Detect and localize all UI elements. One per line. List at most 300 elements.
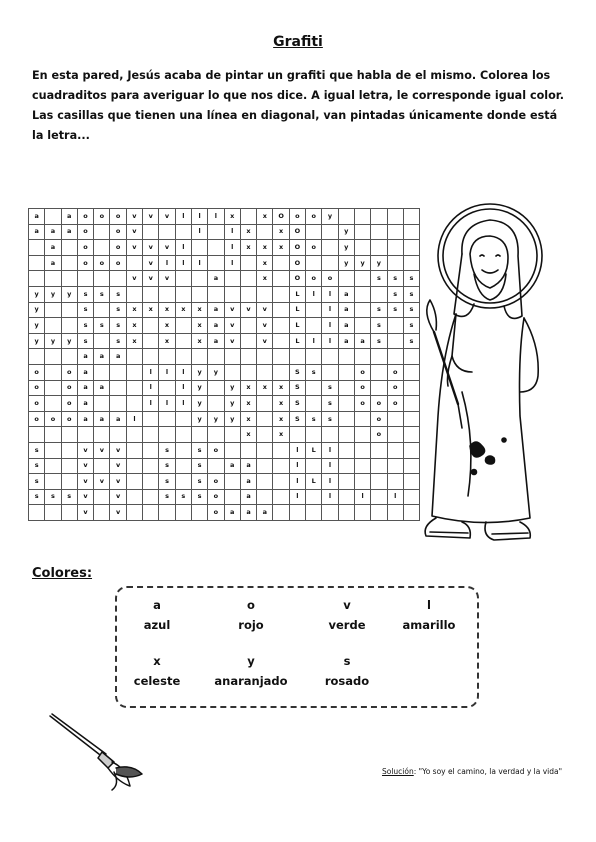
- grid-cell[interactable]: a: [208, 318, 224, 334]
- grid-cell[interactable]: [371, 286, 387, 302]
- grid-cell[interactable]: x: [191, 302, 207, 318]
- grid-cell[interactable]: [175, 286, 191, 302]
- grid-cell[interactable]: s: [387, 271, 403, 287]
- grid-cell[interactable]: [354, 286, 370, 302]
- grid-cell[interactable]: [110, 271, 126, 287]
- grid-cell[interactable]: [159, 505, 175, 521]
- grid-cell[interactable]: x: [273, 411, 289, 427]
- grid-cell[interactable]: a: [224, 505, 240, 521]
- grid-cell[interactable]: l: [143, 396, 159, 412]
- grid-cell[interactable]: x: [159, 333, 175, 349]
- grid-cell[interactable]: [110, 380, 126, 396]
- grid-cell[interactable]: a: [338, 333, 354, 349]
- grid-cell[interactable]: [257, 224, 273, 240]
- grid-cell[interactable]: v: [110, 442, 126, 458]
- grid-cell[interactable]: o: [77, 255, 93, 271]
- grid-cell[interactable]: s: [191, 458, 207, 474]
- grid-cell[interactable]: l: [306, 333, 322, 349]
- grid-cell[interactable]: [273, 318, 289, 334]
- grid-cell[interactable]: v: [126, 209, 142, 225]
- grid-cell[interactable]: s: [403, 318, 419, 334]
- grid-cell[interactable]: [387, 349, 403, 365]
- grid-cell[interactable]: [273, 271, 289, 287]
- grid-cell[interactable]: [354, 224, 370, 240]
- grid-cell[interactable]: y: [191, 396, 207, 412]
- grid-cell[interactable]: y: [45, 333, 61, 349]
- grid-cell[interactable]: [371, 474, 387, 490]
- grid-cell[interactable]: o: [77, 224, 93, 240]
- grid-cell[interactable]: a: [45, 224, 61, 240]
- grid-cell[interactable]: [191, 349, 207, 365]
- grid-cell[interactable]: [45, 271, 61, 287]
- grid-cell[interactable]: [306, 505, 322, 521]
- grid-cell[interactable]: [306, 318, 322, 334]
- grid-cell[interactable]: s: [322, 411, 338, 427]
- grid-cell[interactable]: o: [387, 380, 403, 396]
- grid-cell[interactable]: x: [273, 240, 289, 256]
- grid-cell[interactable]: l: [306, 286, 322, 302]
- grid-cell[interactable]: s: [77, 302, 93, 318]
- grid-cell[interactable]: a: [240, 505, 256, 521]
- grid-cell[interactable]: [61, 271, 77, 287]
- grid-cell[interactable]: v: [143, 209, 159, 225]
- grid-cell[interactable]: a: [94, 411, 110, 427]
- grid-cell[interactable]: [61, 427, 77, 443]
- grid-cell[interactable]: l: [159, 364, 175, 380]
- grid-cell[interactable]: v: [77, 489, 93, 505]
- grid-cell[interactable]: [387, 333, 403, 349]
- grid-cell[interactable]: y: [61, 333, 77, 349]
- grid-cell[interactable]: o: [94, 209, 110, 225]
- grid-cell[interactable]: [159, 380, 175, 396]
- grid-cell[interactable]: s: [403, 302, 419, 318]
- grid-cell[interactable]: [240, 364, 256, 380]
- grid-cell[interactable]: l: [175, 240, 191, 256]
- grid-cell[interactable]: [126, 286, 142, 302]
- grid-cell[interactable]: a: [338, 302, 354, 318]
- grid-cell[interactable]: o: [306, 240, 322, 256]
- grid-cell[interactable]: x: [273, 427, 289, 443]
- grid-cell[interactable]: [61, 349, 77, 365]
- grid-cell[interactable]: v: [110, 505, 126, 521]
- grid-cell[interactable]: s: [175, 489, 191, 505]
- grid-cell[interactable]: x: [240, 411, 256, 427]
- grid-cell[interactable]: l: [289, 474, 305, 490]
- grid-cell[interactable]: [94, 364, 110, 380]
- grid-cell[interactable]: v: [77, 442, 93, 458]
- grid-cell[interactable]: [45, 442, 61, 458]
- grid-cell[interactable]: a: [77, 411, 93, 427]
- grid-cell[interactable]: v: [159, 240, 175, 256]
- grid-cell[interactable]: [240, 286, 256, 302]
- grid-cell[interactable]: [45, 364, 61, 380]
- grid-cell[interactable]: [273, 442, 289, 458]
- grid-cell[interactable]: L: [289, 318, 305, 334]
- grid-cell[interactable]: [289, 427, 305, 443]
- grid-cell[interactable]: o: [77, 209, 93, 225]
- grid-cell[interactable]: a: [77, 349, 93, 365]
- grid-cell[interactable]: [371, 349, 387, 365]
- grid-cell[interactable]: v: [143, 255, 159, 271]
- grid-cell[interactable]: v: [143, 240, 159, 256]
- grid-cell[interactable]: l: [159, 255, 175, 271]
- grid-cell[interactable]: [159, 286, 175, 302]
- grid-cell[interactable]: o: [208, 489, 224, 505]
- grid-cell[interactable]: [159, 349, 175, 365]
- grid-cell[interactable]: a: [77, 364, 93, 380]
- grid-cell[interactable]: y: [29, 286, 45, 302]
- grid-cell[interactable]: s: [306, 411, 322, 427]
- grid-cell[interactable]: [338, 411, 354, 427]
- grid-cell[interactable]: a: [29, 209, 45, 225]
- grid-cell[interactable]: [354, 427, 370, 443]
- grid-cell[interactable]: [257, 349, 273, 365]
- grid-cell[interactable]: [306, 224, 322, 240]
- grid-cell[interactable]: x: [240, 380, 256, 396]
- grid-cell[interactable]: [126, 474, 142, 490]
- grid-cell[interactable]: o: [110, 209, 126, 225]
- grid-cell[interactable]: o: [208, 505, 224, 521]
- grid-cell[interactable]: [94, 333, 110, 349]
- grid-cell[interactable]: [240, 333, 256, 349]
- grid-cell[interactable]: [273, 474, 289, 490]
- grid-cell[interactable]: [77, 271, 93, 287]
- grid-cell[interactable]: [126, 489, 142, 505]
- grid-cell[interactable]: [45, 396, 61, 412]
- grid-cell[interactable]: o: [306, 209, 322, 225]
- grid-cell[interactable]: y: [224, 396, 240, 412]
- grid-cell[interactable]: s: [110, 302, 126, 318]
- grid-cell[interactable]: [387, 474, 403, 490]
- grid-cell[interactable]: [159, 411, 175, 427]
- grid-cell[interactable]: a: [45, 240, 61, 256]
- grid-cell[interactable]: [257, 411, 273, 427]
- grid-cell[interactable]: [94, 458, 110, 474]
- grid-cell[interactable]: [45, 209, 61, 225]
- grid-cell[interactable]: l: [322, 489, 338, 505]
- grid-cell[interactable]: o: [371, 411, 387, 427]
- grid-cell[interactable]: s: [61, 489, 77, 505]
- grid-cell[interactable]: [240, 349, 256, 365]
- grid-cell[interactable]: v: [77, 505, 93, 521]
- grid-cell[interactable]: [322, 255, 338, 271]
- grid-cell[interactable]: l: [224, 240, 240, 256]
- grid-cell[interactable]: [45, 318, 61, 334]
- grid-cell[interactable]: o: [354, 380, 370, 396]
- grid-cell[interactable]: x: [240, 396, 256, 412]
- grid-cell[interactable]: x: [159, 318, 175, 334]
- grid-cell[interactable]: S: [289, 396, 305, 412]
- grid-cell[interactable]: [371, 224, 387, 240]
- grid-cell[interactable]: [29, 240, 45, 256]
- grid-cell[interactable]: [29, 255, 45, 271]
- grid-cell[interactable]: l: [354, 489, 370, 505]
- grid-cell[interactable]: s: [191, 489, 207, 505]
- grid-cell[interactable]: o: [371, 427, 387, 443]
- grid-cell[interactable]: [175, 427, 191, 443]
- grid-cell[interactable]: o: [354, 364, 370, 380]
- grid-cell[interactable]: [240, 209, 256, 225]
- grid-cell[interactable]: [29, 349, 45, 365]
- grid-cell[interactable]: [126, 505, 142, 521]
- grid-cell[interactable]: l: [322, 474, 338, 490]
- grid-cell[interactable]: [257, 364, 273, 380]
- grid-cell[interactable]: [175, 271, 191, 287]
- grid-cell[interactable]: v: [257, 333, 273, 349]
- grid-cell[interactable]: [273, 364, 289, 380]
- grid-cell[interactable]: [143, 224, 159, 240]
- grid-cell[interactable]: y: [191, 380, 207, 396]
- grid-cell[interactable]: O: [289, 240, 305, 256]
- grid-cell[interactable]: [29, 271, 45, 287]
- grid-cell[interactable]: v: [77, 458, 93, 474]
- grid-cell[interactable]: x: [240, 224, 256, 240]
- grid-cell[interactable]: L: [289, 333, 305, 349]
- grid-cell[interactable]: o: [110, 255, 126, 271]
- grid-cell[interactable]: [175, 224, 191, 240]
- grid-cell[interactable]: l: [191, 224, 207, 240]
- grid-cell[interactable]: l: [126, 411, 142, 427]
- grid-cell[interactable]: v: [240, 302, 256, 318]
- grid-cell[interactable]: [387, 209, 403, 225]
- grid-cell[interactable]: O: [273, 209, 289, 225]
- grid-cell[interactable]: [338, 209, 354, 225]
- grid-cell[interactable]: [77, 427, 93, 443]
- grid-cell[interactable]: s: [191, 474, 207, 490]
- grid-cell[interactable]: l: [289, 489, 305, 505]
- grid-cell[interactable]: [175, 318, 191, 334]
- grid-cell[interactable]: y: [191, 364, 207, 380]
- grid-cell[interactable]: [224, 349, 240, 365]
- grid-cell[interactable]: [175, 349, 191, 365]
- grid-cell[interactable]: [306, 349, 322, 365]
- grid-cell[interactable]: [208, 224, 224, 240]
- grid-cell[interactable]: [338, 474, 354, 490]
- grid-cell[interactable]: [61, 458, 77, 474]
- grid-cell[interactable]: y: [338, 255, 354, 271]
- grid-cell[interactable]: [94, 505, 110, 521]
- grid-cell[interactable]: o: [208, 442, 224, 458]
- grid-cell[interactable]: [94, 271, 110, 287]
- grid-cell[interactable]: [61, 442, 77, 458]
- grid-cell[interactable]: a: [29, 224, 45, 240]
- grid-cell[interactable]: [257, 286, 273, 302]
- grid-cell[interactable]: y: [224, 380, 240, 396]
- grid-cell[interactable]: s: [77, 286, 93, 302]
- grid-cell[interactable]: l: [175, 396, 191, 412]
- grid-cell[interactable]: o: [61, 380, 77, 396]
- grid-cell[interactable]: [371, 364, 387, 380]
- grid-cell[interactable]: [387, 224, 403, 240]
- grid-cell[interactable]: s: [77, 318, 93, 334]
- grid-cell[interactable]: o: [77, 240, 93, 256]
- grid-cell[interactable]: [387, 505, 403, 521]
- grid-cell[interactable]: v: [159, 271, 175, 287]
- grid-cell[interactable]: [387, 318, 403, 334]
- grid-cell[interactable]: [224, 427, 240, 443]
- grid-cell[interactable]: a: [77, 396, 93, 412]
- grid-cell[interactable]: v: [77, 474, 93, 490]
- grid-cell[interactable]: y: [191, 411, 207, 427]
- grid-cell[interactable]: s: [159, 442, 175, 458]
- grid-cell[interactable]: o: [387, 364, 403, 380]
- grid-cell[interactable]: a: [208, 271, 224, 287]
- grid-cell[interactable]: [338, 271, 354, 287]
- grid-cell[interactable]: [143, 411, 159, 427]
- grid-cell[interactable]: [143, 489, 159, 505]
- grid-cell[interactable]: [387, 427, 403, 443]
- grid-cell[interactable]: [175, 505, 191, 521]
- grid-cell[interactable]: [273, 333, 289, 349]
- grid-cell[interactable]: [240, 255, 256, 271]
- grid-cell[interactable]: [371, 489, 387, 505]
- grid-cell[interactable]: [306, 396, 322, 412]
- grid-cell[interactable]: v: [110, 458, 126, 474]
- grid-cell[interactable]: s: [371, 271, 387, 287]
- grid-cell[interactable]: l: [191, 255, 207, 271]
- grid-cell[interactable]: o: [322, 271, 338, 287]
- grid-cell[interactable]: [224, 271, 240, 287]
- grid-cell[interactable]: a: [338, 318, 354, 334]
- grid-cell[interactable]: o: [29, 396, 45, 412]
- grid-cell[interactable]: [306, 255, 322, 271]
- grid-cell[interactable]: [289, 505, 305, 521]
- grid-cell[interactable]: [354, 209, 370, 225]
- grid-cell[interactable]: l: [224, 255, 240, 271]
- grid-cell[interactable]: [126, 255, 142, 271]
- grid-cell[interactable]: x: [126, 318, 142, 334]
- grid-cell[interactable]: [143, 349, 159, 365]
- grid-cell[interactable]: S: [289, 411, 305, 427]
- grid-cell[interactable]: s: [110, 333, 126, 349]
- grid-cell[interactable]: [354, 271, 370, 287]
- grid-cell[interactable]: [110, 396, 126, 412]
- grid-cell[interactable]: [338, 364, 354, 380]
- grid-cell[interactable]: o: [29, 364, 45, 380]
- grid-cell[interactable]: y: [322, 209, 338, 225]
- grid-cell[interactable]: [110, 364, 126, 380]
- grid-cell[interactable]: [159, 224, 175, 240]
- grid-cell[interactable]: x: [126, 302, 142, 318]
- grid-cell[interactable]: [61, 302, 77, 318]
- grid-cell[interactable]: [240, 271, 256, 287]
- grid-cell[interactable]: s: [403, 333, 419, 349]
- grid-cell[interactable]: a: [110, 349, 126, 365]
- grid-cell[interactable]: [273, 349, 289, 365]
- grid-cell[interactable]: [191, 505, 207, 521]
- grid-cell[interactable]: [110, 427, 126, 443]
- grid-cell[interactable]: [143, 474, 159, 490]
- grid-cell[interactable]: [371, 209, 387, 225]
- grid-cell[interactable]: [143, 505, 159, 521]
- grid-cell[interactable]: o: [289, 209, 305, 225]
- grid-cell[interactable]: [61, 318, 77, 334]
- grid-cell[interactable]: l: [322, 286, 338, 302]
- grid-cell[interactable]: [208, 255, 224, 271]
- grid-cell[interactable]: o: [208, 474, 224, 490]
- grid-cell[interactable]: [45, 474, 61, 490]
- grid-cell[interactable]: s: [306, 364, 322, 380]
- grid-cell[interactable]: [61, 240, 77, 256]
- grid-cell[interactable]: [191, 286, 207, 302]
- grid-cell[interactable]: s: [371, 333, 387, 349]
- grid-cell[interactable]: [273, 286, 289, 302]
- grid-cell[interactable]: v: [126, 240, 142, 256]
- grid-cell[interactable]: s: [191, 442, 207, 458]
- grid-cell[interactable]: [306, 458, 322, 474]
- grid-cell[interactable]: [371, 458, 387, 474]
- grid-cell[interactable]: [94, 396, 110, 412]
- grid-cell[interactable]: [306, 302, 322, 318]
- grid-cell[interactable]: y: [29, 302, 45, 318]
- grid-cell[interactable]: [224, 474, 240, 490]
- grid-cell[interactable]: [338, 458, 354, 474]
- grid-cell[interactable]: [61, 505, 77, 521]
- grid-cell[interactable]: [94, 240, 110, 256]
- grid-cell[interactable]: [208, 427, 224, 443]
- grid-cell[interactable]: v: [94, 474, 110, 490]
- grid-cell[interactable]: a: [257, 505, 273, 521]
- grid-cell[interactable]: y: [338, 224, 354, 240]
- grid-cell[interactable]: v: [110, 489, 126, 505]
- grid-cell[interactable]: [306, 427, 322, 443]
- grid-cell[interactable]: x: [191, 318, 207, 334]
- grid-cell[interactable]: [371, 380, 387, 396]
- grid-cell[interactable]: y: [29, 333, 45, 349]
- grid-cell[interactable]: [338, 505, 354, 521]
- grid-cell[interactable]: [126, 349, 142, 365]
- grid-cell[interactable]: s: [29, 442, 45, 458]
- grid-cell[interactable]: [208, 286, 224, 302]
- grid-cell[interactable]: x: [126, 333, 142, 349]
- grid-cell[interactable]: [126, 458, 142, 474]
- grid-cell[interactable]: a: [77, 380, 93, 396]
- grid-cell[interactable]: o: [306, 271, 322, 287]
- grid-cell[interactable]: [322, 224, 338, 240]
- grid-cell[interactable]: v: [94, 442, 110, 458]
- grid-cell[interactable]: a: [224, 458, 240, 474]
- grid-cell[interactable]: o: [94, 255, 110, 271]
- grid-cell[interactable]: [143, 318, 159, 334]
- grid-cell[interactable]: [338, 489, 354, 505]
- grid-cell[interactable]: L: [289, 286, 305, 302]
- grid-cell[interactable]: [354, 411, 370, 427]
- grid-cell[interactable]: a: [94, 380, 110, 396]
- grid-cell[interactable]: [273, 505, 289, 521]
- grid-cell[interactable]: s: [387, 286, 403, 302]
- grid-cell[interactable]: l: [322, 333, 338, 349]
- grid-cell[interactable]: [240, 318, 256, 334]
- grid-cell[interactable]: [29, 505, 45, 521]
- grid-cell[interactable]: s: [371, 318, 387, 334]
- grid-cell[interactable]: [257, 442, 273, 458]
- grid-cell[interactable]: [257, 458, 273, 474]
- grid-cell[interactable]: a: [45, 255, 61, 271]
- grid-cell[interactable]: [338, 349, 354, 365]
- grid-cell[interactable]: L: [306, 474, 322, 490]
- grid-cell[interactable]: [29, 427, 45, 443]
- grid-cell[interactable]: x: [240, 240, 256, 256]
- grid-cell[interactable]: [338, 442, 354, 458]
- grid-cell[interactable]: v: [110, 474, 126, 490]
- grid-cell[interactable]: v: [224, 333, 240, 349]
- grid-cell[interactable]: O: [289, 271, 305, 287]
- grid-cell[interactable]: x: [257, 255, 273, 271]
- grid-cell[interactable]: x: [273, 224, 289, 240]
- grid-cell[interactable]: [45, 427, 61, 443]
- grid-cell[interactable]: l: [322, 442, 338, 458]
- grid-cell[interactable]: a: [240, 489, 256, 505]
